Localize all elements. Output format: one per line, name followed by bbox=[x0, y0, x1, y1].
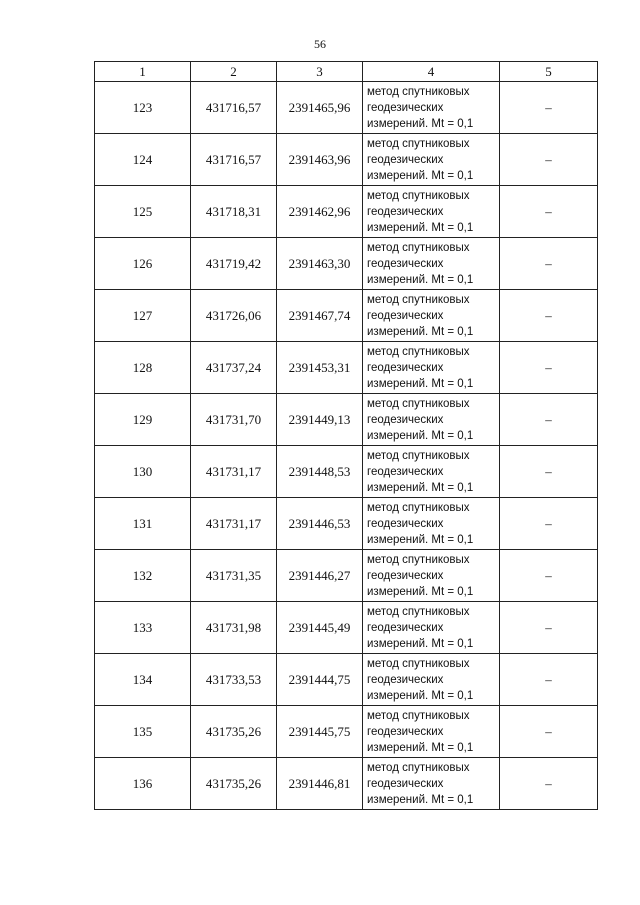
y-coordinate-cell: 2391446,27 bbox=[277, 550, 363, 602]
method-line: метод спутниковых bbox=[367, 449, 470, 462]
table-row bbox=[95, 706, 598, 758]
point-number-cell: 124 bbox=[95, 134, 191, 186]
method-line: метод спутниковых bbox=[367, 501, 470, 514]
point-number-cell: 128 bbox=[95, 342, 191, 394]
method-line: геодезических bbox=[367, 361, 444, 374]
method-line: метод спутниковых bbox=[367, 345, 470, 358]
method-line: измерений. Mt = 0,1 bbox=[367, 637, 474, 650]
method-cell bbox=[363, 238, 500, 290]
method-line: геодезических bbox=[367, 673, 444, 686]
method-line: метод спутниковых bbox=[367, 85, 470, 98]
column-header-1: 1 bbox=[95, 62, 191, 82]
method-line: метод спутниковых bbox=[367, 605, 470, 618]
note-cell: – bbox=[500, 602, 598, 654]
point-number-cell: 134 bbox=[95, 654, 191, 706]
method-cell bbox=[363, 654, 500, 706]
x-coordinate-cell: 431731,17 bbox=[191, 498, 277, 550]
point-number-cell: 125 bbox=[95, 186, 191, 238]
note-cell: – bbox=[500, 446, 598, 498]
coordinates-table bbox=[94, 61, 598, 810]
note-cell: – bbox=[500, 290, 598, 342]
note-cell: – bbox=[500, 238, 598, 290]
method-line: метод спутниковых bbox=[367, 293, 470, 306]
column-header-4: 4 bbox=[363, 62, 500, 82]
table-row bbox=[95, 82, 598, 134]
table-row bbox=[95, 134, 598, 186]
method-cell bbox=[363, 758, 500, 810]
table-row bbox=[95, 238, 598, 290]
method-line: геодезических bbox=[367, 413, 444, 426]
method-cell bbox=[363, 134, 500, 186]
table-row bbox=[95, 394, 598, 446]
header-row bbox=[95, 62, 598, 82]
method-line: геодезических bbox=[367, 725, 444, 738]
point-number-cell: 129 bbox=[95, 394, 191, 446]
method-line: геодезических bbox=[367, 153, 444, 166]
method-line: измерений. Mt = 0,1 bbox=[367, 481, 474, 494]
method-cell bbox=[363, 186, 500, 238]
table-row bbox=[95, 758, 598, 810]
y-coordinate-cell: 2391465,96 bbox=[277, 82, 363, 134]
x-coordinate-cell: 431731,98 bbox=[191, 602, 277, 654]
note-cell: – bbox=[500, 186, 598, 238]
method-line: измерений. Mt = 0,1 bbox=[367, 377, 474, 390]
method-line: метод спутниковых bbox=[367, 189, 470, 202]
method-line: измерений. Mt = 0,1 bbox=[367, 169, 474, 182]
method-line: измерений. Mt = 0,1 bbox=[367, 221, 474, 234]
method-line: метод спутниковых bbox=[367, 553, 470, 566]
method-line: геодезических bbox=[367, 465, 444, 478]
column-header-3: 3 bbox=[277, 62, 363, 82]
column-header-5: 5 bbox=[500, 62, 598, 82]
method-line: геодезических bbox=[367, 621, 444, 634]
table-header bbox=[95, 62, 598, 82]
method-line: геодезических bbox=[367, 309, 444, 322]
method-cell bbox=[363, 446, 500, 498]
note-cell: – bbox=[500, 394, 598, 446]
x-coordinate-cell: 431726,06 bbox=[191, 290, 277, 342]
method-line: измерений. Mt = 0,1 bbox=[367, 793, 474, 806]
point-number-cell: 126 bbox=[95, 238, 191, 290]
method-line: геодезических bbox=[367, 569, 444, 582]
method-line: метод спутниковых bbox=[367, 137, 470, 150]
page-number: 56 bbox=[314, 37, 326, 51]
method-line: измерений. Mt = 0,1 bbox=[367, 741, 474, 754]
method-line: метод спутниковых bbox=[367, 657, 470, 670]
method-line: метод спутниковых bbox=[367, 709, 470, 722]
method-line: геодезических bbox=[367, 101, 444, 114]
x-coordinate-cell: 431737,24 bbox=[191, 342, 277, 394]
point-number-cell: 127 bbox=[95, 290, 191, 342]
point-number-cell: 135 bbox=[95, 706, 191, 758]
y-coordinate-cell: 2391463,96 bbox=[277, 134, 363, 186]
note-cell: – bbox=[500, 498, 598, 550]
method-line: измерений. Mt = 0,1 bbox=[367, 533, 474, 546]
method-cell bbox=[363, 342, 500, 394]
method-line: метод спутниковых bbox=[367, 241, 470, 254]
point-number-cell: 133 bbox=[95, 602, 191, 654]
method-line: измерений. Mt = 0,1 bbox=[367, 429, 474, 442]
method-line: метод спутниковых bbox=[367, 761, 470, 774]
method-line: геодезических bbox=[367, 257, 444, 270]
method-cell bbox=[363, 290, 500, 342]
y-coordinate-cell: 2391449,13 bbox=[277, 394, 363, 446]
column-header-2: 2 bbox=[191, 62, 277, 82]
table-row bbox=[95, 550, 598, 602]
note-cell: – bbox=[500, 550, 598, 602]
y-coordinate-cell: 2391463,30 bbox=[277, 238, 363, 290]
method-line: геодезических bbox=[367, 777, 444, 790]
x-coordinate-cell: 431735,26 bbox=[191, 706, 277, 758]
y-coordinate-cell: 2391453,31 bbox=[277, 342, 363, 394]
method-line: геодезических bbox=[367, 205, 444, 218]
y-coordinate-cell: 2391462,96 bbox=[277, 186, 363, 238]
method-line: измерений. Mt = 0,1 bbox=[367, 273, 474, 286]
y-coordinate-cell: 2391444,75 bbox=[277, 654, 363, 706]
x-coordinate-cell: 431719,42 bbox=[191, 238, 277, 290]
y-coordinate-cell: 2391448,53 bbox=[277, 446, 363, 498]
point-number-cell: 132 bbox=[95, 550, 191, 602]
method-line: измерений. Mt = 0,1 bbox=[367, 689, 474, 702]
x-coordinate-cell: 431731,35 bbox=[191, 550, 277, 602]
method-cell bbox=[363, 602, 500, 654]
table-row bbox=[95, 654, 598, 706]
table-row bbox=[95, 290, 598, 342]
y-coordinate-cell: 2391467,74 bbox=[277, 290, 363, 342]
method-cell bbox=[363, 706, 500, 758]
table-body bbox=[95, 82, 598, 810]
table-row bbox=[95, 498, 598, 550]
point-number-cell: 136 bbox=[95, 758, 191, 810]
point-number-cell: 130 bbox=[95, 446, 191, 498]
point-number-cell: 123 bbox=[95, 82, 191, 134]
method-cell bbox=[363, 394, 500, 446]
y-coordinate-cell: 2391445,75 bbox=[277, 706, 363, 758]
x-coordinate-cell: 431731,70 bbox=[191, 394, 277, 446]
table-row bbox=[95, 342, 598, 394]
method-line: измерений. Mt = 0,1 bbox=[367, 117, 474, 130]
method-line: измерений. Mt = 0,1 bbox=[367, 325, 474, 338]
y-coordinate-cell: 2391446,53 bbox=[277, 498, 363, 550]
method-cell bbox=[363, 498, 500, 550]
y-coordinate-cell: 2391446,81 bbox=[277, 758, 363, 810]
point-number-cell: 131 bbox=[95, 498, 191, 550]
x-coordinate-cell: 431716,57 bbox=[191, 134, 277, 186]
note-cell: – bbox=[500, 134, 598, 186]
table-row bbox=[95, 446, 598, 498]
method-cell bbox=[363, 82, 500, 134]
method-line: измерений. Mt = 0,1 bbox=[367, 585, 474, 598]
x-coordinate-cell: 431731,17 bbox=[191, 446, 277, 498]
note-cell: – bbox=[500, 82, 598, 134]
note-cell: – bbox=[500, 706, 598, 758]
method-line: метод спутниковых bbox=[367, 397, 470, 410]
table-row bbox=[95, 186, 598, 238]
x-coordinate-cell: 431735,26 bbox=[191, 758, 277, 810]
x-coordinate-cell: 431733,53 bbox=[191, 654, 277, 706]
note-cell: – bbox=[500, 342, 598, 394]
x-coordinate-cell: 431718,31 bbox=[191, 186, 277, 238]
method-line: геодезических bbox=[367, 517, 444, 530]
table-row bbox=[95, 602, 598, 654]
note-cell: – bbox=[500, 654, 598, 706]
y-coordinate-cell: 2391445,49 bbox=[277, 602, 363, 654]
note-cell: – bbox=[500, 758, 598, 810]
x-coordinate-cell: 431716,57 bbox=[191, 82, 277, 134]
method-cell bbox=[363, 550, 500, 602]
